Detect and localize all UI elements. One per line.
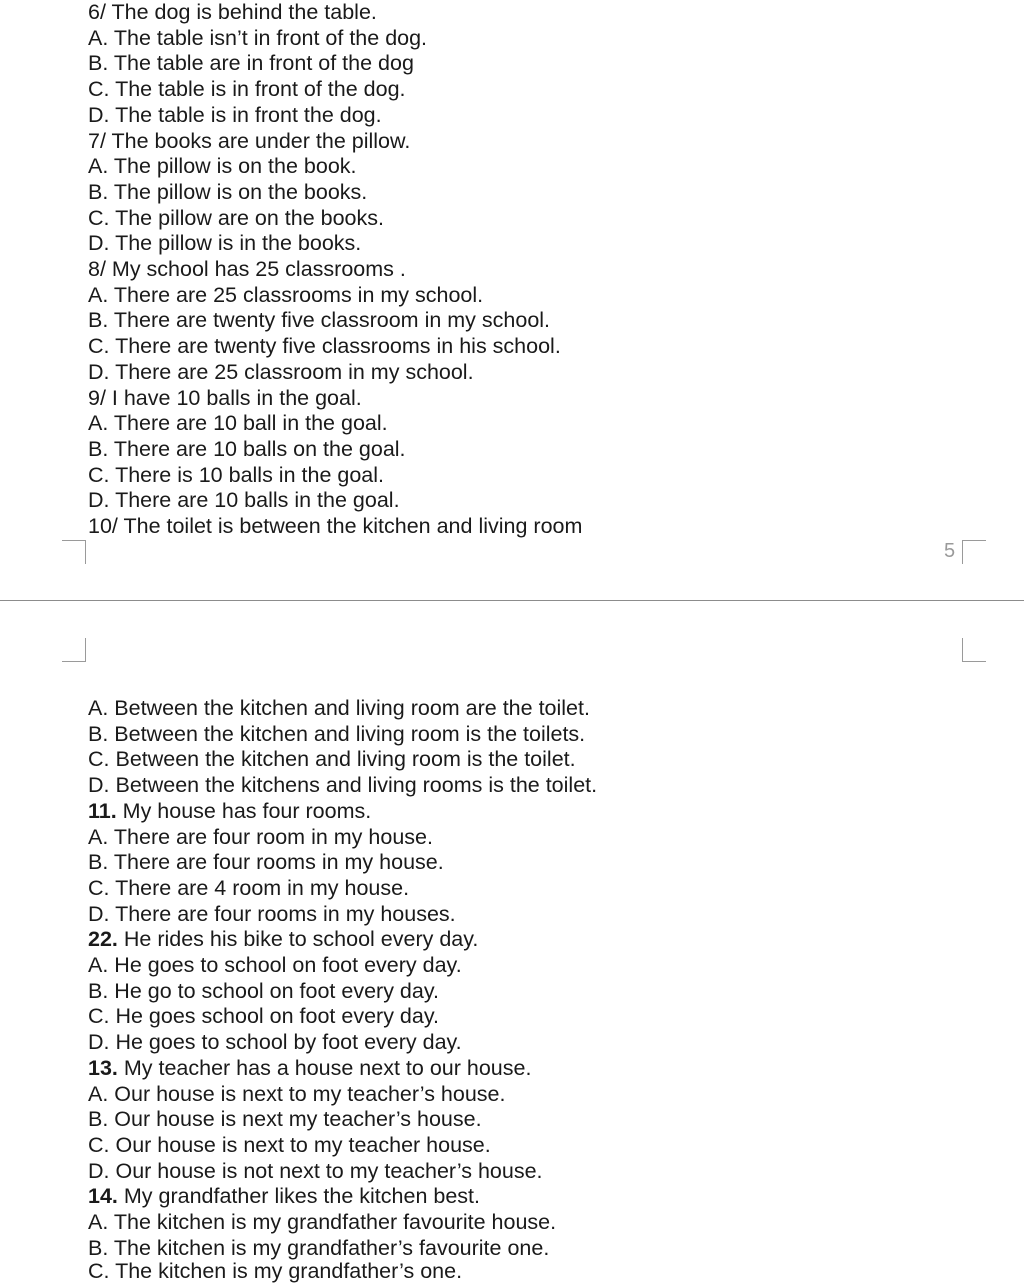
- question-8-option-b: B. There are twenty five classroom in my school.: [88, 308, 551, 333]
- question-13-option-c: C. Our house is next to my teacher house.: [88, 1132, 491, 1157]
- margin-corner-top-left: [62, 638, 86, 662]
- question-7-option-b: B. The pillow is on the books.: [88, 179, 368, 204]
- question-6-option-a: A. The table isn’t in front of the dog.: [88, 25, 428, 50]
- question-8-stem: 8/ My school has 25 classrooms .: [88, 257, 406, 281]
- question-7-option-c: C. The pillow are on the books.: [88, 205, 384, 230]
- question-text: My grandfather likes the kitchen best.: [117, 1184, 480, 1209]
- question-10-option-b: B. Between the kitchen and living room is the toilets.: [88, 721, 586, 746]
- question-13-option-a: A. Our house is next to my teacher’s house.: [88, 1081, 506, 1106]
- question-6-stem: 6/ The dog is behind the table.: [88, 0, 377, 24]
- question-11-option-a: A. There are four room in my house.: [88, 824, 433, 849]
- question-22-option-a: A. He goes to school on foot every day.: [88, 953, 462, 977]
- question-number: 14.: [88, 1184, 118, 1209]
- page-number: 5: [944, 540, 956, 562]
- margin-corner-top-right: [962, 638, 986, 662]
- question-9-option-a: A. There are 10 ball in the goal.: [88, 411, 388, 436]
- question-22-option-c: C. He goes school on foot every day.: [88, 1004, 439, 1029]
- question-number: 22.: [88, 927, 118, 952]
- question-14-stem: [88, 1184, 480, 1210]
- question-13-stem: [88, 1056, 531, 1082]
- question-11-option-b: B. There are four rooms in my house.: [88, 850, 444, 875]
- question-14-option-c: C. The kitchen is my grandfather’s one.: [88, 1259, 463, 1283]
- question-7-option-a: A. The pillow is on the book.: [88, 154, 357, 179]
- question-8-option-d: D. There are 25 classroom in my school.: [88, 359, 474, 384]
- question-6-option-c: C. The table is in front of the dog.: [88, 77, 406, 102]
- question-text: My teacher has a house next to our house.: [117, 1055, 532, 1080]
- question-9-stem: 9/ I have 10 balls in the goal.: [88, 385, 362, 410]
- question-8-option-a: A. There are 25 classrooms in my school.: [88, 282, 484, 307]
- question-7-stem: 7/ The books are under the pillow.: [88, 128, 411, 153]
- question-11-stem: [88, 799, 371, 825]
- question-22-option-b: B. He go to school on foot every day.: [88, 978, 439, 1003]
- question-number: 13.: [88, 1055, 118, 1080]
- question-14-option-a: A. The kitchen is my grandfather favourite house.: [88, 1210, 557, 1234]
- question-9-option-d: D. There are 10 balls in the goal.: [88, 488, 400, 513]
- question-6-option-b: B. The table are in front of the dog: [88, 51, 414, 76]
- question-text: He rides his bike to school every day.: [117, 927, 479, 952]
- question-10-option-c: C. Between the kitchen and living room is the toilet.: [88, 747, 576, 772]
- question-10-option-a: A. Between the kitchen and living room are the toilet.: [88, 696, 590, 720]
- page-separator: [0, 600, 1024, 601]
- question-10-option-d: D. Between the kitchens and living rooms is the toilet.: [88, 773, 598, 798]
- question-14-option-b: B. The kitchen is my grandfather’s favourite one.: [88, 1235, 550, 1260]
- question-7-option-d: D. The pillow is in the books.: [88, 231, 362, 256]
- question-9-option-c: C. There is 10 balls in the goal.: [88, 462, 384, 487]
- question-22-option-d: D. He goes to school by foot every day.: [88, 1030, 462, 1055]
- margin-corner-bottom-right: [962, 540, 986, 564]
- question-13-option-d: D. Our house is not next to my teacher’s house.: [88, 1158, 543, 1183]
- question-number: 11.: [88, 798, 117, 823]
- question-9-option-b: B. There are 10 balls on the goal.: [88, 436, 406, 461]
- question-10-stem: 10/ The toilet is between the kitchen and living room: [88, 514, 583, 538]
- question-11-option-c: C. There are 4 room in my house.: [88, 875, 410, 900]
- question-22-stem: [88, 927, 478, 953]
- margin-corner-bottom-left: [62, 540, 86, 564]
- question-text: My house has four rooms.: [116, 798, 372, 823]
- question-11-option-d: D. There are four rooms in my houses.: [88, 901, 456, 926]
- question-6-option-d: D. The table is in front the dog.: [88, 102, 382, 127]
- question-8-option-c: C. There are twenty five classrooms in his school.: [88, 334, 561, 359]
- question-13-option-b: B. Our house is next my teacher’s house.: [88, 1107, 482, 1132]
